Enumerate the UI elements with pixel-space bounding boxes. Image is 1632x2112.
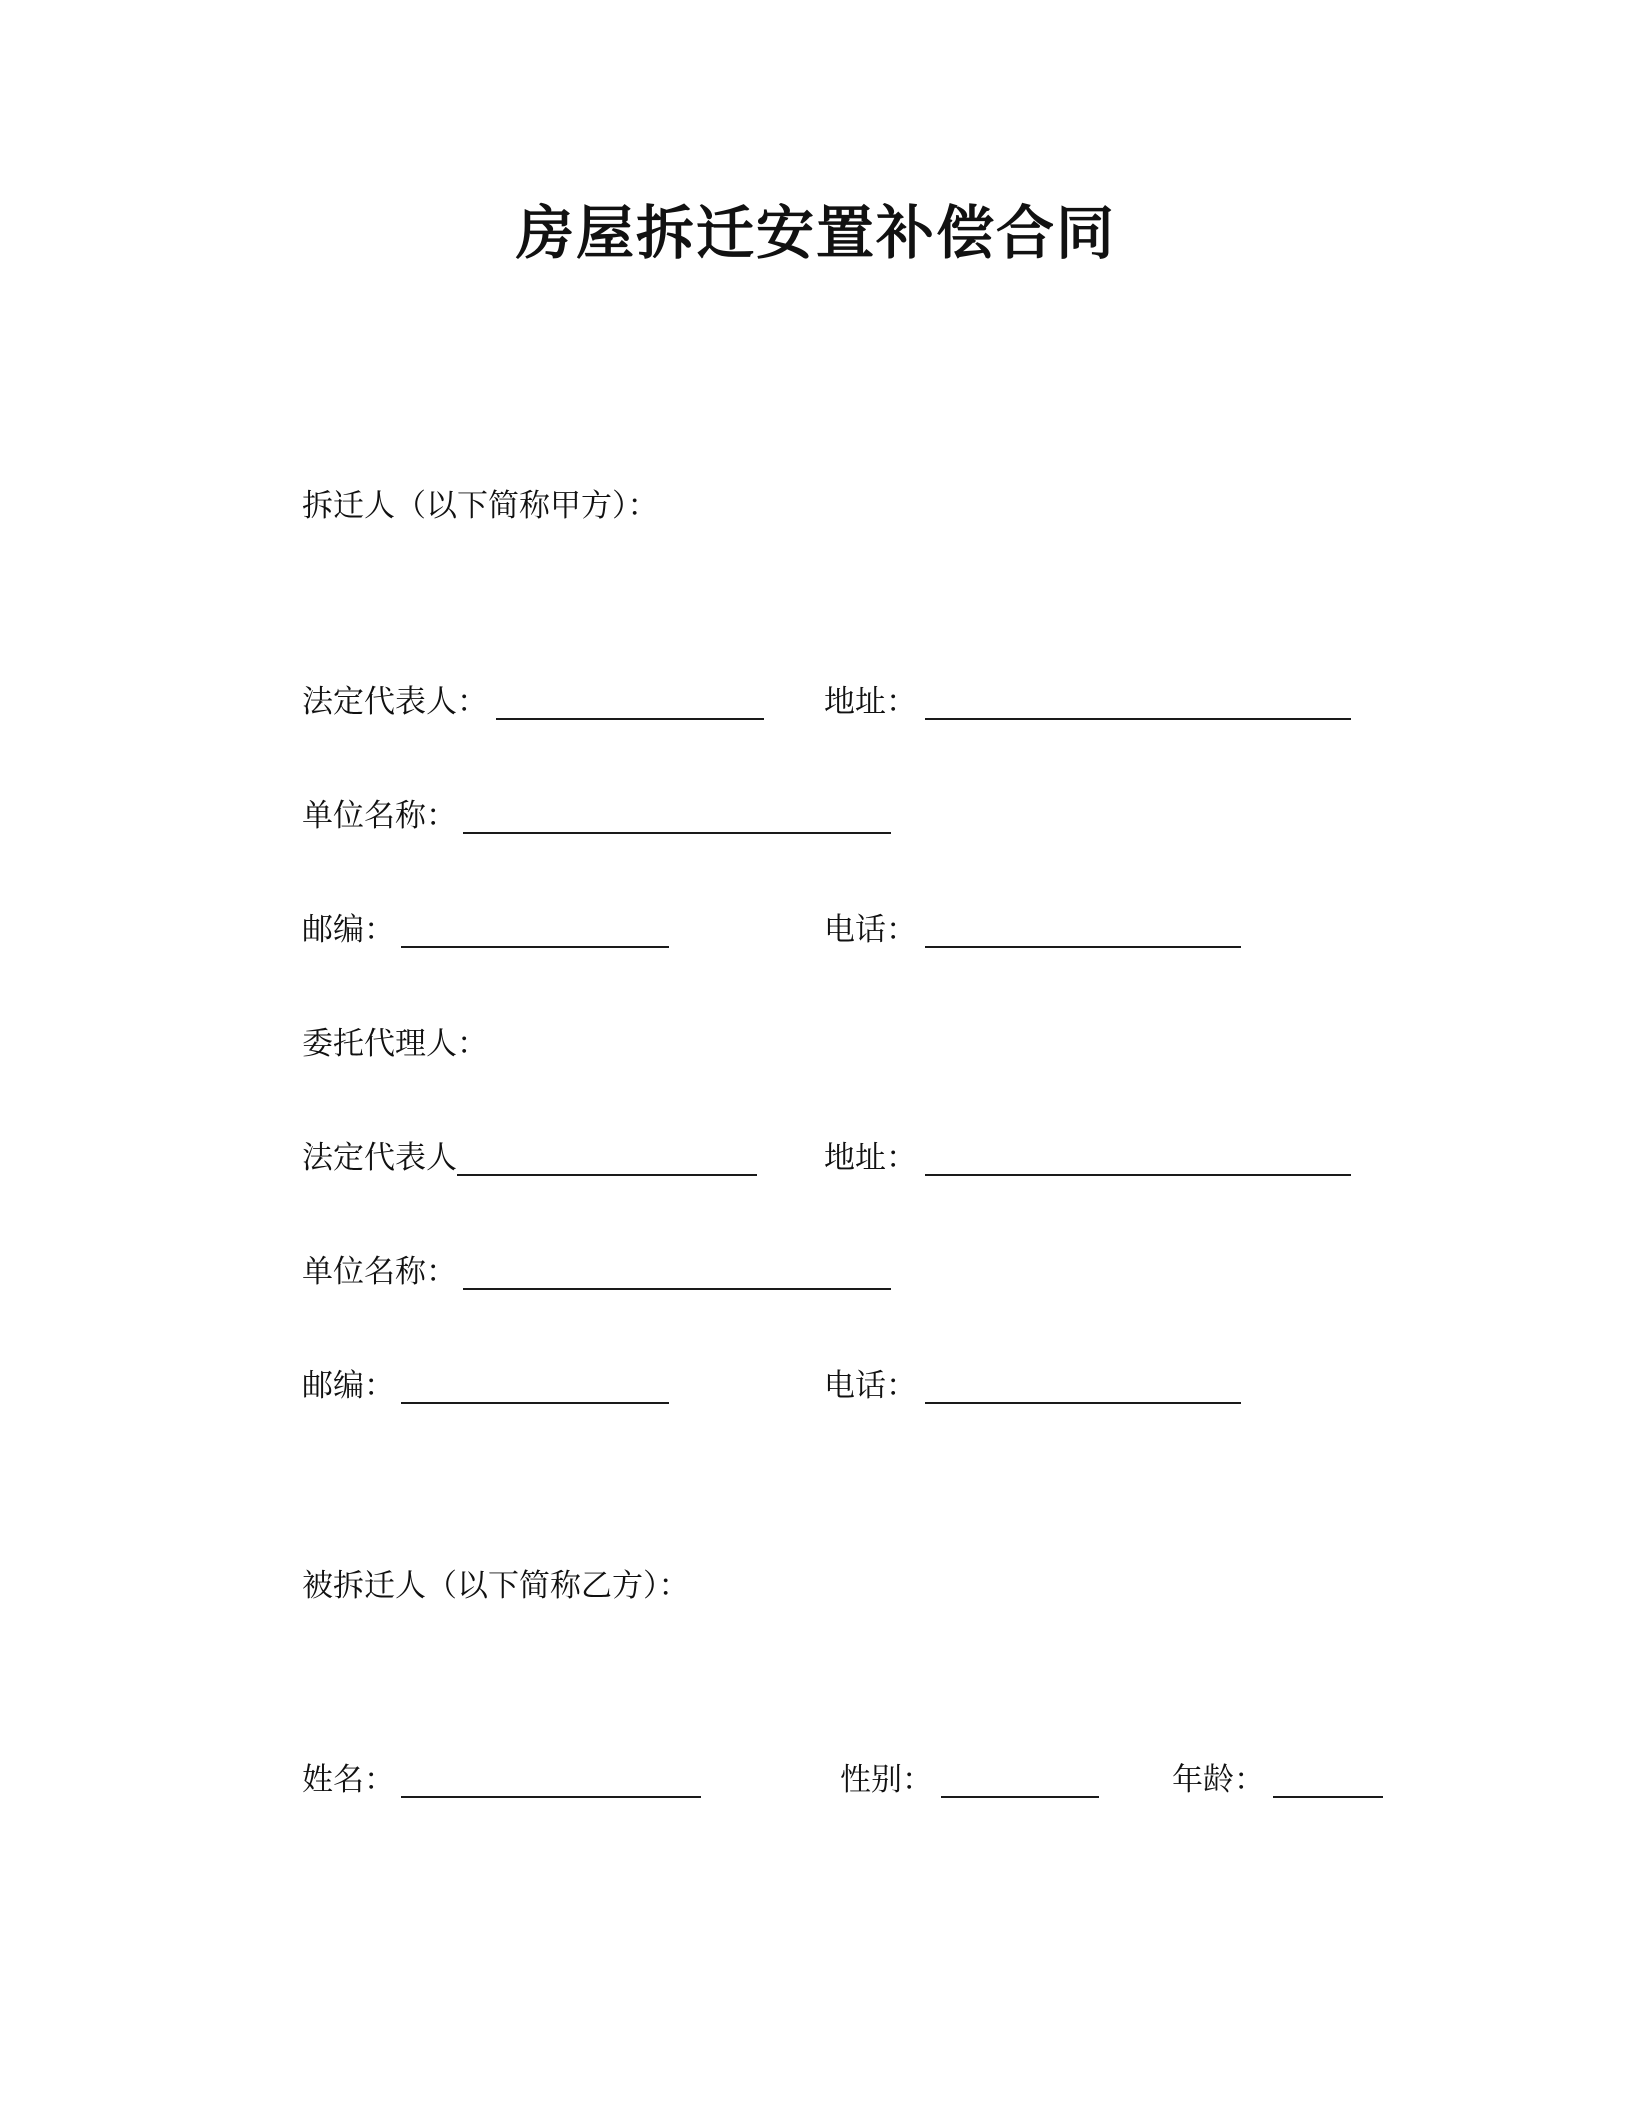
agent-legal-rep-blank[interactable] xyxy=(457,1150,757,1176)
agent-postcode-field xyxy=(302,1366,669,1406)
party-a-phone-blank[interactable] xyxy=(925,922,1241,948)
party-b-gender-field xyxy=(840,1760,1099,1800)
agent-postcode-label: 邮编： xyxy=(302,1368,395,1404)
party-b-gender-label: 性别： xyxy=(840,1762,933,1798)
agent-unit-name-label: 单位名称： xyxy=(302,1254,457,1290)
agent-postcode-blank[interactable] xyxy=(401,1378,669,1404)
party-a-unit-name-label: 单位名称： xyxy=(302,798,457,834)
agent-address-field xyxy=(824,1138,1351,1178)
agent-legal-rep-label: 法定代表人 xyxy=(302,1140,457,1176)
party-a-legal-rep-blank[interactable] xyxy=(496,694,764,720)
party-b-name-blank[interactable] xyxy=(401,1772,701,1798)
document-title: 房屋拆迁安置补偿合同 xyxy=(515,199,1116,267)
party-b-heading: 被拆迁人（以下简称乙方）： xyxy=(302,1568,690,1604)
party-a-phone-label: 电话： xyxy=(824,912,917,948)
party-a-phone-field xyxy=(824,910,1241,950)
party-a-postcode-field xyxy=(302,910,669,950)
agent-address-blank[interactable] xyxy=(925,1150,1351,1176)
party-a-unit-name-field xyxy=(302,796,891,836)
agent-phone-field xyxy=(824,1366,1241,1406)
party-b-age-label: 年龄： xyxy=(1172,1762,1265,1798)
party-a-address-blank[interactable] xyxy=(925,694,1351,720)
agent-legal-rep-field xyxy=(302,1138,757,1178)
party-b-age-blank[interactable] xyxy=(1273,1772,1383,1798)
agent-phone-blank[interactable] xyxy=(925,1378,1241,1404)
party-b-gender-blank[interactable] xyxy=(941,1772,1099,1798)
agent-unit-name-blank[interactable] xyxy=(463,1264,891,1290)
party-a-address-field xyxy=(824,682,1351,722)
agent-phone-label: 电话： xyxy=(824,1368,917,1404)
party-a-unit-name-blank[interactable] xyxy=(463,808,891,834)
party-a-legal-rep-field xyxy=(302,682,764,722)
agent-heading: 委托代理人： xyxy=(302,1026,488,1062)
party-a-postcode-label: 邮编： xyxy=(302,912,395,948)
party-a-legal-rep-label: 法定代表人： xyxy=(302,684,488,720)
party-b-name-field xyxy=(302,1760,701,1800)
party-a-heading: 拆迁人（以下简称甲方）： xyxy=(302,488,659,524)
agent-unit-name-field xyxy=(302,1252,891,1292)
party-b-age-field xyxy=(1172,1760,1383,1800)
agent-address-label: 地址： xyxy=(824,1140,917,1176)
party-b-name-label: 姓名： xyxy=(302,1762,395,1798)
party-a-address-label: 地址： xyxy=(824,684,917,720)
party-a-postcode-blank[interactable] xyxy=(401,922,669,948)
